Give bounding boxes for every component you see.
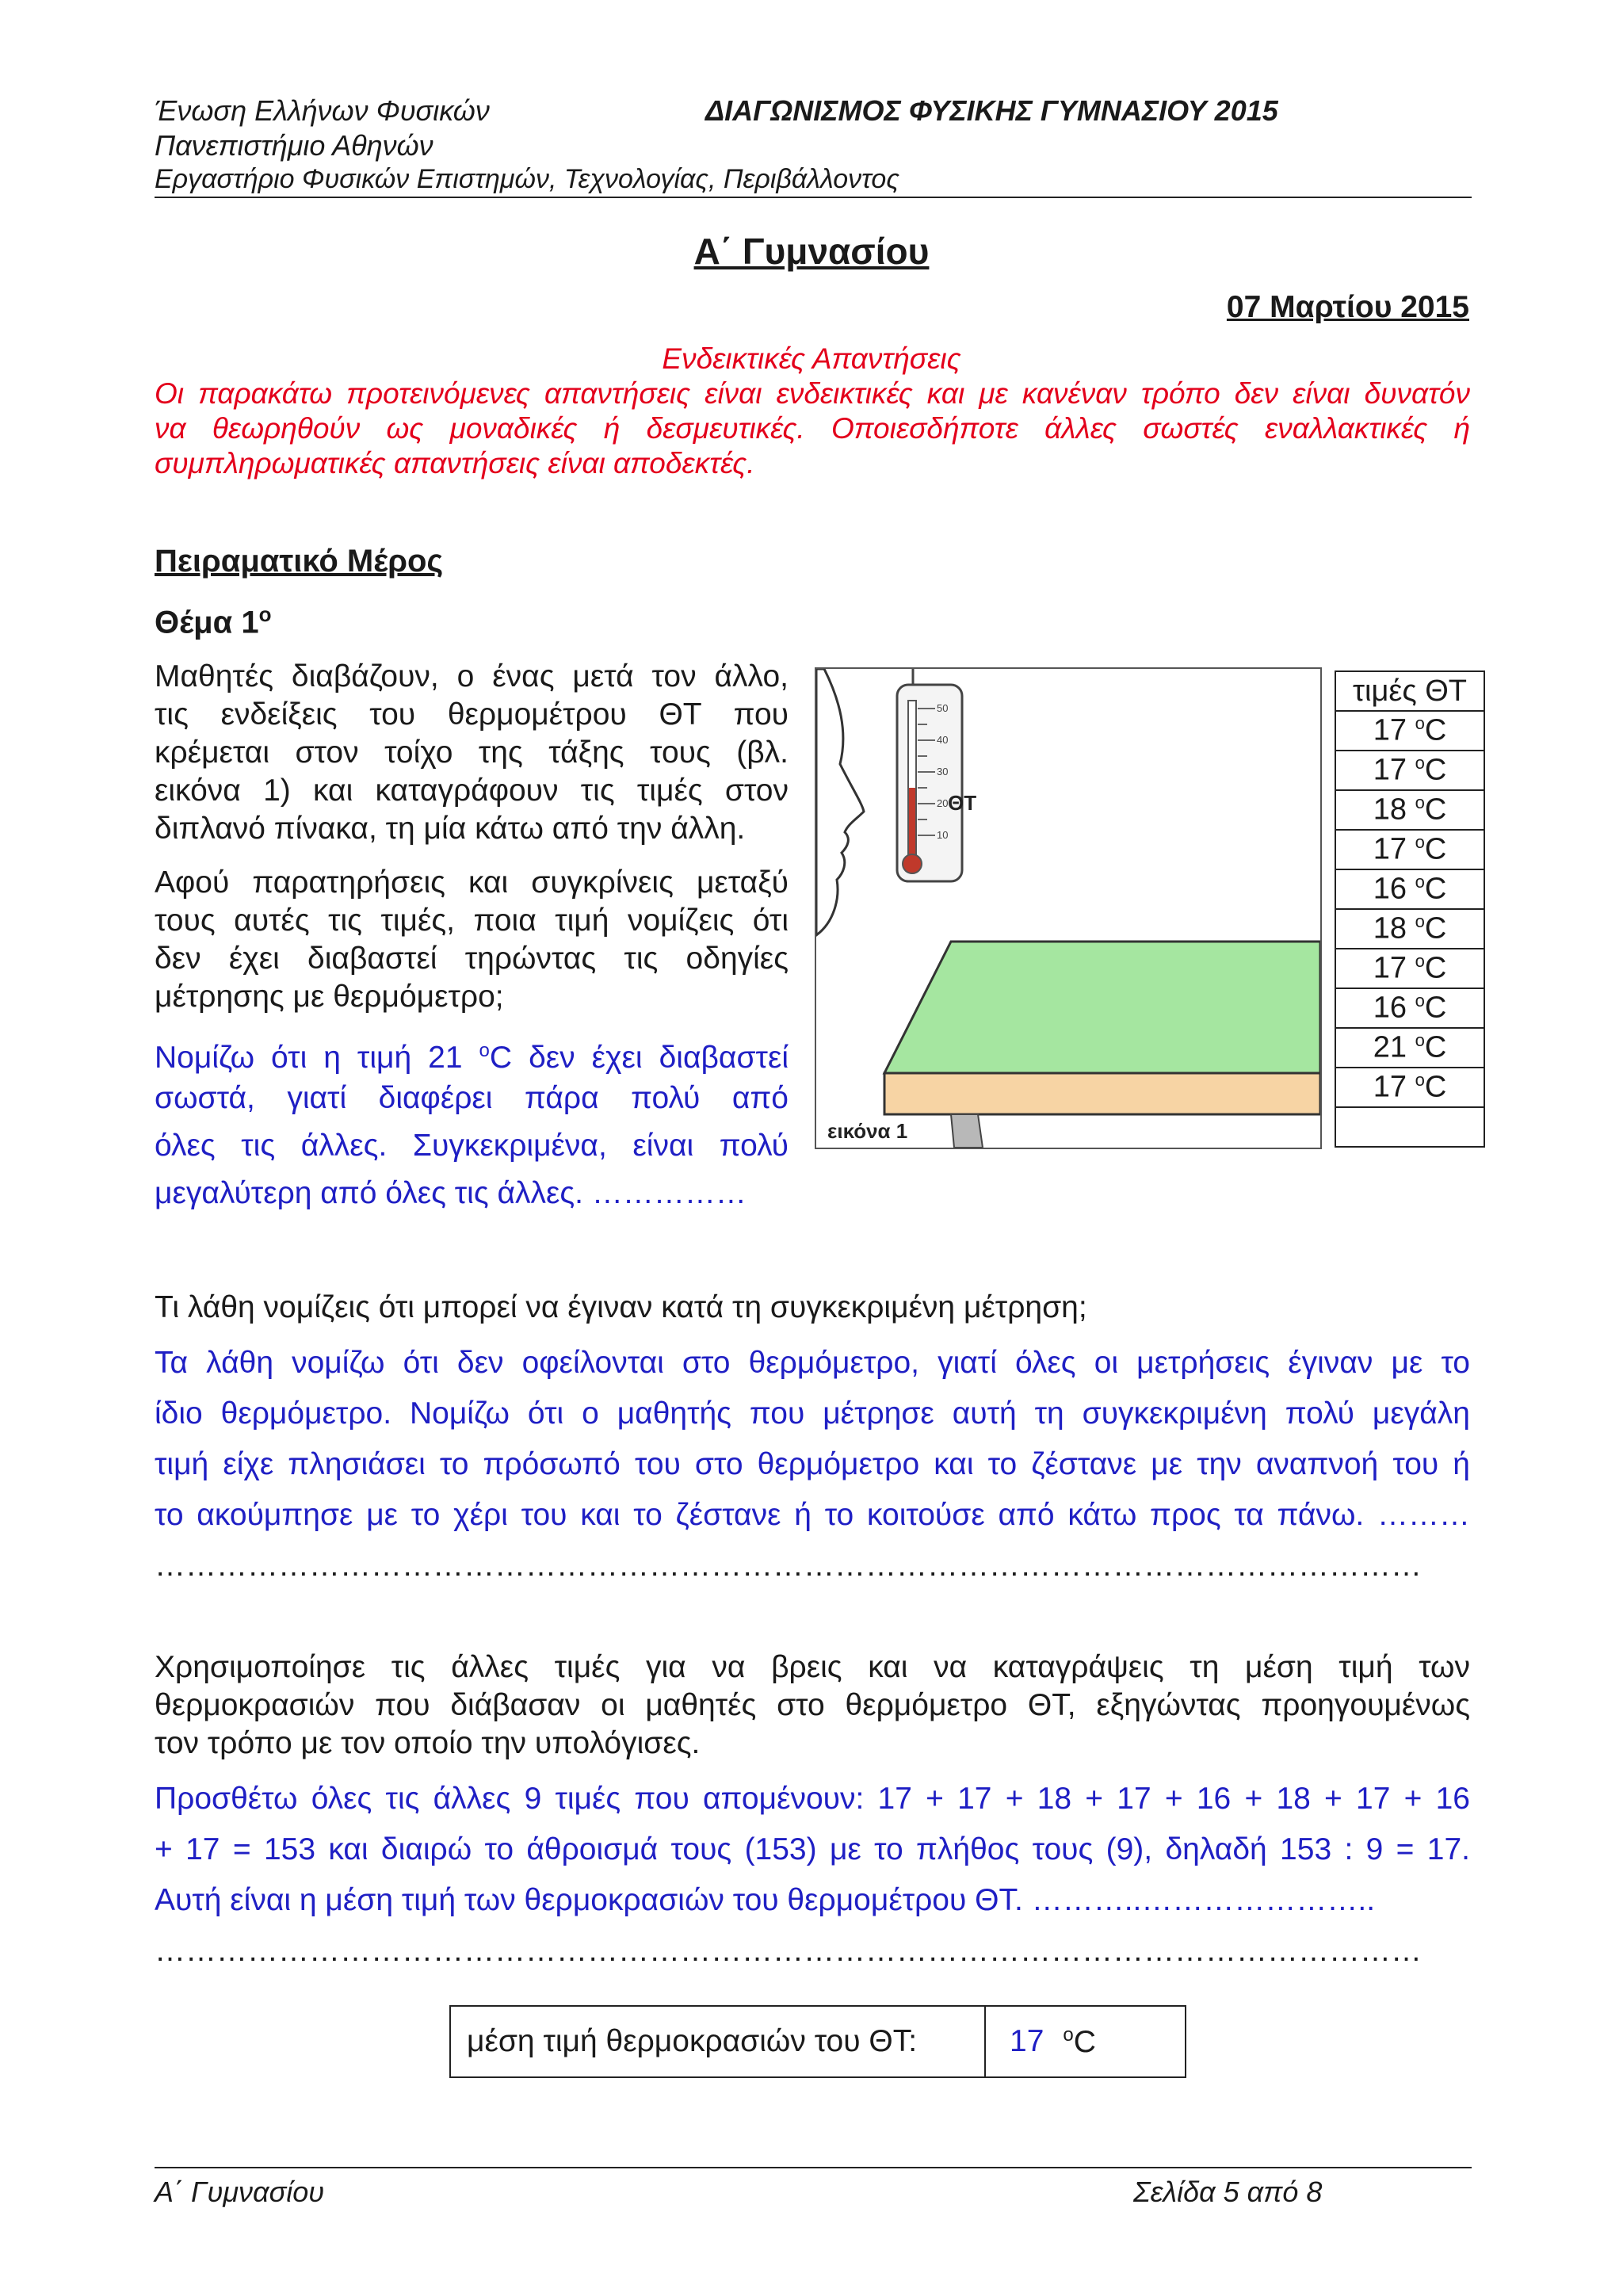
values-table — [1335, 670, 1485, 1148]
value-cell: 21 $^o$C — [1335, 1028, 1484, 1068]
result-unit: $^o$C — [1063, 2023, 1096, 2059]
figure-1 — [815, 667, 1322, 1149]
desk-top — [884, 942, 1320, 1073]
scale-label: 20 — [937, 797, 949, 809]
result-number: 17 — [1010, 2024, 1044, 2058]
header-contest: ΔΙΑΓΩΝΙΣΜΟΣ ΦΥΣΙΚΗΣ ΓΥΜΝΑΣΙΟΥ 2015 — [705, 94, 1278, 127]
a2-line-1: Τα λάθη νομίζω ότι δεν οφείλονται στο θερμόμετρο, γιατί όλες οι μετρήσεις έγιναν με το — [155, 1346, 1470, 1380]
header-org-3: Εργαστήριο Φυσικών Επιστημών, Τεχνολογίας, Περιβάλλοντος — [155, 164, 899, 194]
thermometer-liquid — [909, 788, 915, 856]
scale-label: 50 — [937, 702, 949, 714]
topic-label: Θέμα 1 — [155, 605, 259, 640]
a2-line-4: το ακούμπησε με το χέρι του και το ζέστανε ή το κοιτούσε από κάτω προς τα πάνω. ……… — [155, 1498, 1470, 1532]
result-label: μέση τιμή θερμοκρασιών του ΘΤ: — [451, 2007, 986, 2076]
value-cell: 17 $^o$C — [1335, 751, 1484, 790]
footer-rule — [155, 2167, 1472, 2168]
q1-line-2: τις ενδείξεις του θερμομέτρου ΘΤ που — [155, 697, 789, 732]
note-heading: Ενδεικτικές Απαντήσεις — [662, 342, 961, 375]
q1-line-4: εικόνα 1) και καταγράφουν τις τιμές στον — [155, 774, 789, 808]
scale-label: 30 — [937, 766, 949, 777]
desk-edge — [884, 1073, 1320, 1114]
header-org-2: Πανεπιστήμιο Αθηνών — [155, 129, 433, 162]
a3-line-3: Αυτή είναι η μέση τιμή των θερμοκρασιών του θερμομέτρου ΘΤ. ………..………………….. — [155, 1883, 1376, 1917]
q4-line-1: Χρησιμοποίησε τις άλλες τιμές για να βρεις και να καταγράψεις τη μέση τιμή των — [155, 1650, 1470, 1684]
a1-text-post: C δεν έχει διαβαστεί — [489, 1041, 789, 1075]
scale-label: 10 — [937, 829, 949, 841]
value-cell: 17 $^o$C — [1335, 711, 1484, 751]
header-rule — [155, 197, 1472, 198]
note-line-3: συμπληρωματικές απαντήσεις είναι αποδεκτές. — [155, 447, 755, 479]
q2-line-4: μέτρησης με θερμόμετρο; — [155, 980, 504, 1014]
dotted-line: …………………………………………………………………………………………………………… — [155, 1934, 1422, 1968]
topic-sup: ο — [258, 602, 272, 626]
value-cell: 18 $^o$C — [1335, 909, 1484, 949]
thermometer-label: ΘΤ — [948, 791, 977, 815]
value-cell: 17 $^o$C — [1335, 1068, 1484, 1107]
note-line-1: Οι παρακάτω προτεινόμενες απαντήσεις είναι ενδεικτικές και με κανέναν τρόπο δεν είναι δυνατόν — [155, 377, 1470, 410]
desk-leg — [951, 1114, 983, 1148]
a2-line-3: τιμή είχε πλησιάσει το πρόσωπό του στο θερμόμετρο και το ζέστανε με την αναπνοή του ή — [155, 1447, 1470, 1481]
result-value — [986, 2007, 1185, 2076]
section-heading: Πειραματικό Μέρος — [155, 544, 444, 579]
value-cell: 16 $^o$C — [1335, 869, 1484, 909]
page-title: Α΄ Γυμνασίου — [693, 231, 930, 272]
note-line-2: να θεωρηθούν ως μοναδικές ή δεσμευτικές. Οποιεσδήποτε άλλες σωστές εναλλακτικές ή — [155, 412, 1470, 445]
topic-heading — [155, 602, 271, 640]
a1-line-1 — [155, 1029, 789, 1080]
value-cell: 18 $^o$C — [1335, 790, 1484, 830]
student-face — [816, 669, 864, 935]
q2-line-2: τους αυτές τις τιμές, ποια τιμή νομίζεις ότι — [155, 904, 789, 938]
q4-line-2: θερμοκρασιών που διάβασαν οι μαθητές στο θερμόμετρο ΘΤ, εξηγώντας προηγουμένως — [155, 1688, 1470, 1722]
q1-line-5: διπλανό πίνακα, τη μία κάτω από την άλλη. — [155, 812, 746, 846]
a2-line-2: ίδιο θερμόμετρο. Νομίζω ότι ο μαθητής που μέτρησε αυτή τη συγκεκριμένη πολύ μεγάλη — [155, 1396, 1470, 1431]
a1-line-2: σωστά, γιατί διαφέρει πάρα πολύ από — [155, 1081, 789, 1115]
empty-cell — [1335, 1107, 1484, 1147]
header-org-1: Ένωση Ελλήνων Φυσικών — [155, 94, 490, 127]
a1-text-pre: Νομίζω ότι η τιμή 21 — [155, 1041, 479, 1075]
footer-page: Σελίδα 5 από 8 — [1133, 2176, 1323, 2208]
thermometer-bulb — [903, 854, 922, 873]
footer-left: Α΄ Γυμνασίου — [155, 2176, 325, 2208]
value-cell: 17 $^o$C — [1335, 830, 1484, 869]
q2-line-3: δεν έχει διαβαστεί τηρώντας τις οδηγίες — [155, 942, 789, 976]
a1-degree-sup: o — [479, 1040, 490, 1061]
a1-line-4: μεγαλύτερη από όλες τις άλλες. …………… — [155, 1176, 747, 1210]
figure-caption: εικόνα 1 — [827, 1119, 908, 1143]
q4-line-3: τον τρόπο με τον οποίο την υπολόγισες. — [155, 1726, 701, 1760]
dotted-line: …………………………………………………………………………………………………………… — [155, 1549, 1422, 1583]
exam-date: 07 Μαρτίου 2015 — [1226, 290, 1469, 324]
result-box — [449, 2005, 1186, 2078]
q1-line-3: κρέμεται στον τοίχο της τάξης τους (βλ. — [155, 735, 789, 770]
thermometer-body — [897, 685, 962, 881]
a1-line-3: όλες τις άλλες. Συγκεκριμένα, είναι πολύ — [155, 1129, 789, 1163]
q1-line-1: Μαθητές διαβάζουν, ο ένας μετά τον άλλο, — [155, 659, 789, 693]
values-table-header: τιμές ΘΤ — [1335, 671, 1484, 711]
scale-label: 40 — [937, 734, 949, 746]
q2-line-1: Αφού παρατηρήσεις και συγκρίνεις μεταξύ — [155, 865, 789, 900]
figure-illustration — [816, 669, 1320, 1148]
value-cell: 17 $^o$C — [1335, 949, 1484, 988]
a3-line-1: Προσθέτω όλες τις άλλες 9 τιμές που απομένουν: 17 + 17 + 18 + 17 + 16 + 18 + 17 + 16 — [155, 1782, 1470, 1816]
value-cell: 16 $^o$C — [1335, 988, 1484, 1028]
a3-line-2: + 17 = 153 και διαιρώ το άθροισμά τους (153) με το πλήθος τους (9), δηλαδή 153 : 9 = 17. — [155, 1832, 1470, 1866]
q3: Τι λάθη νομίζεις ότι μπορεί να έγιναν κατά τη συγκεκριμένη μέτρηση; — [155, 1290, 1087, 1324]
